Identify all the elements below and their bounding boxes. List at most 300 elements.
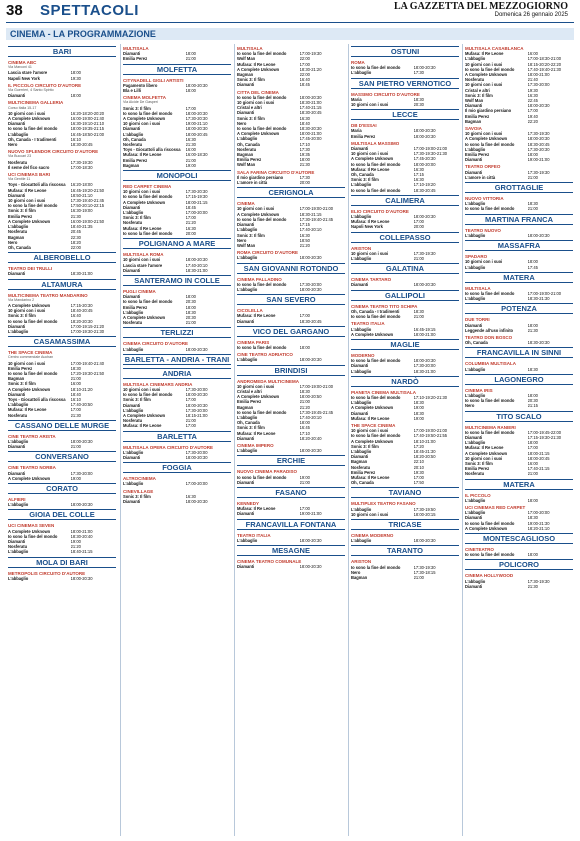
cinema-name: MULTISALA CASABLANCA xyxy=(465,46,524,51)
showtimes: 18:30-20:45 xyxy=(527,141,550,147)
cinema-name: CITTA DEL CINEMA xyxy=(237,89,279,95)
showtimes: 20:00 xyxy=(413,224,424,230)
film-title: Wolf Man xyxy=(465,98,484,104)
film-row xyxy=(6,165,118,170)
city-heading: TITO SCALO xyxy=(465,411,573,422)
cinema-name: COLUMBIA MULTISALA xyxy=(465,361,516,367)
film-title: Io sono la fine del mondo xyxy=(465,141,515,147)
film-title: L'abbaglio xyxy=(351,70,372,76)
showtimes: 18:00-20:45 xyxy=(527,455,550,461)
film-title: Io sono la fine del mondo xyxy=(123,392,173,398)
film-title: Diamanti xyxy=(351,363,369,369)
film-title: Io sono la fine del mondo xyxy=(237,281,287,287)
film-row xyxy=(121,88,233,93)
film-title: A Complete Unknown xyxy=(465,136,508,142)
showtimes: 18:00-20:30 xyxy=(299,255,322,261)
film-title: L'abbaglio xyxy=(465,366,486,372)
showtimes: 18:50 xyxy=(299,237,310,243)
showtimes: 16:30 xyxy=(299,232,310,238)
showtimes: 18:00-20:45 xyxy=(185,131,208,137)
film-title: Emilia Perez xyxy=(8,365,33,371)
cinema-name: CINEMA MODERNO xyxy=(351,532,394,538)
film-title: L'abbaglio xyxy=(465,56,486,62)
film-title: Oh, Canada xyxy=(351,480,374,486)
showtimes: 16:40 xyxy=(299,77,310,83)
film-title: Nosferatu xyxy=(8,159,28,165)
showtimes: 17:30-19:40-21:45 xyxy=(70,198,105,204)
showtimes: 18:45-21:30 xyxy=(413,448,436,454)
showtimes: 18:00-20:30 xyxy=(299,537,322,543)
listing-column xyxy=(348,44,461,836)
film-row xyxy=(6,93,118,98)
showtimes: 18:00-19:35-21:15 xyxy=(70,126,105,132)
cinema-name: TEATRO ORFEO xyxy=(465,164,501,170)
cinema-name: ARISTON xyxy=(351,245,372,251)
film-title: Diamanti xyxy=(237,564,255,570)
showtimes: 17:10-19:20-21:30 xyxy=(413,394,448,400)
showtimes: 17:15-20:30 xyxy=(70,302,93,308)
film-title: Diamanti xyxy=(237,511,255,517)
showtimes: 21:00 xyxy=(185,418,196,424)
film-title: L'abbaglio xyxy=(351,368,372,374)
city-heading: ERCHIE xyxy=(237,455,345,466)
film-title: Mufasa: Il Re Leone xyxy=(351,219,390,225)
showtimes: 18:00-20:30 xyxy=(527,103,550,109)
cinema-name: MULTICINEMA TEATRO MANDARINO xyxy=(8,292,88,298)
film-title: 10 giorni con i suoi xyxy=(237,206,275,212)
film-title: Oh, Canada xyxy=(351,172,374,178)
film-title: 10 giorni con i suoi xyxy=(465,455,503,461)
showtimes: 16:30-19:00 xyxy=(70,208,93,214)
film-title: Pagamento libero xyxy=(123,82,158,88)
showtimes: 18:00 xyxy=(185,51,196,57)
film-title: Emilia Perez xyxy=(465,113,490,119)
showtimes: 18:30-21:00 xyxy=(413,368,436,374)
showtimes: 17:00-19:00-21:00 xyxy=(299,383,334,389)
showtimes: 17:30-19:30 xyxy=(413,564,436,570)
film-row xyxy=(235,255,347,260)
showtimes: 18:45 xyxy=(185,204,196,210)
showtimes: 19:00-21:10 xyxy=(185,121,208,127)
showtimes: 18:00-21:00 xyxy=(70,528,93,534)
showtimes: 18:30 xyxy=(527,366,538,372)
film-row xyxy=(463,175,575,180)
film-title: Wolf Man xyxy=(237,56,256,62)
showtimes: 18:15-21:00 xyxy=(185,412,208,418)
film-title: Sonic 3: Il film xyxy=(8,208,36,214)
film-row xyxy=(121,231,233,236)
film-title: Bla e Lilli xyxy=(123,88,141,94)
film-title: 10 giorni con i suoi xyxy=(123,189,161,195)
film-title: Sonic 3: Il film xyxy=(237,425,265,431)
showtimes: 17:40-21:15 xyxy=(299,105,322,111)
film-title: Bagman xyxy=(351,575,368,580)
film-row xyxy=(349,575,461,580)
film-title: L'abbaglio xyxy=(351,256,372,262)
film-title: L'abbaglio xyxy=(351,538,372,544)
showtimes: 18:30 xyxy=(185,309,196,315)
film-row xyxy=(235,82,347,87)
cinema-name: CINEMA PALLADINO xyxy=(237,276,282,282)
showtimes: 16:20-18:00 xyxy=(70,182,93,188)
film-row xyxy=(6,576,118,581)
film-row xyxy=(463,119,575,124)
showtimes: 21:30 xyxy=(299,162,310,168)
film-title: Mufasa: Il Re Leone xyxy=(237,313,276,319)
showtimes: 17:00 xyxy=(299,313,310,319)
showtimes: 17:30-19:45-21:45 xyxy=(299,409,334,415)
film-title: Io sono la fine del mondo xyxy=(351,394,401,400)
showtimes: 18:30-20:30 xyxy=(299,126,322,132)
city-heading: FRANCAVILLA IN SINNI xyxy=(465,347,573,358)
film-title: Io sono la fine del mondo xyxy=(8,318,58,324)
showtimes: 17:00-19:15-21:20 xyxy=(70,323,105,329)
showtimes: 17:30-20:00 xyxy=(299,281,322,287)
city-heading: ALTAMURA xyxy=(8,279,116,290)
showtimes: 17:30-18:15 xyxy=(413,569,436,575)
showtimes: 18:00-20:30 xyxy=(527,136,550,142)
showtimes: 19:30 xyxy=(527,87,538,93)
showtimes: 18:00-20:30 xyxy=(185,82,208,88)
showtimes: 21:00 xyxy=(527,206,538,212)
showtimes: 18:00 xyxy=(527,392,538,398)
film-title: Sonic 3: Il film xyxy=(237,232,265,238)
listing-column xyxy=(120,44,233,836)
cinema-address: Via Guerrieri, 4 Santo Spirito xyxy=(8,88,54,93)
showtimes: 17:00-20:00 xyxy=(185,210,208,216)
film-title: Diamanti xyxy=(8,539,26,545)
film-row xyxy=(463,296,575,301)
showtimes: 16:20-18:20-20:20 xyxy=(70,110,105,116)
film-title: Io sono la fine del mondo xyxy=(123,299,173,305)
film-title: Io sono la fine del mondo xyxy=(123,230,173,236)
showtimes: 18:20-20:40 xyxy=(299,435,322,441)
showtimes: 18:00 xyxy=(527,322,538,328)
film-row xyxy=(235,538,347,543)
cinema-name: IL PICCOLO CIRCUITO D'AUTORE xyxy=(8,82,82,88)
showtimes: 18:00-20:30 xyxy=(299,357,322,363)
showtimes: 17:30-20:30 xyxy=(185,189,208,195)
showtimes: 17:50-20:10-22:15 xyxy=(70,203,105,209)
film-title: Cristal e altri xyxy=(237,388,262,394)
film-title: L'abbaglio xyxy=(351,506,372,512)
film-title: Emilia Perez xyxy=(351,133,376,139)
showtimes: 17:30 xyxy=(413,70,424,76)
city-heading: FRANCAVILLA FONTANA xyxy=(237,519,345,530)
film-row xyxy=(235,436,347,441)
film-row xyxy=(6,476,118,481)
film-row xyxy=(6,271,118,276)
city-heading: MAGLIE xyxy=(351,339,459,350)
showtimes: 21:00 xyxy=(413,314,424,320)
film-title: Sonic 3: Il film xyxy=(351,443,379,449)
showtimes: 18:00 xyxy=(70,70,81,76)
showtimes: 19:00 xyxy=(70,475,81,481)
showtimes: 17:00 xyxy=(527,445,538,451)
film-title: Napoli New York xyxy=(8,75,40,81)
city-heading: FOGGIA xyxy=(123,462,231,473)
cinema-name: TEATRO DON BOSCO xyxy=(465,334,513,340)
film-row xyxy=(349,332,461,337)
film-title: Diamanti xyxy=(465,169,483,175)
film-row xyxy=(235,180,347,185)
showtimes: 21:20 xyxy=(70,544,81,550)
film-title: A Complete Unknown xyxy=(237,211,280,217)
city-heading: MONOPOLI xyxy=(123,170,231,181)
film-title: Mufasa: Il Re Leone xyxy=(351,166,390,172)
film-title: L'amore in città xyxy=(237,180,268,186)
showtimes: 17:20 xyxy=(413,443,424,449)
showtimes: 18:30-21:00 xyxy=(70,271,93,277)
film-title: L'abbaglio xyxy=(237,414,258,420)
showtimes: 17:10 xyxy=(299,141,310,147)
film-row xyxy=(349,314,461,319)
film-title: Diamanti xyxy=(351,454,369,460)
film-title: Diamanti xyxy=(8,444,26,450)
film-title: 10 giorni con i suoi xyxy=(8,110,46,116)
film-title: L'abbaglio xyxy=(8,438,29,444)
showtimes: 17:00-19:40-21:40 xyxy=(70,360,105,366)
showtimes: 16:00 xyxy=(70,381,81,387)
cinema-name: IL PICCOLO xyxy=(465,492,491,498)
film-title: Nosferatu xyxy=(123,320,143,326)
film-title: L'abbaglio xyxy=(123,210,144,216)
film-row xyxy=(235,162,347,167)
showtimes: 18:00 xyxy=(299,344,310,350)
film-title: L'abbaglio xyxy=(8,131,29,137)
showtimes: 21:00 xyxy=(185,320,196,326)
showtimes: 17:00-19:00-21:00 xyxy=(413,428,448,434)
showtimes: 17:00-19:00-21:00 xyxy=(527,290,562,296)
showtimes: 17:30-19:30 xyxy=(527,169,550,175)
showtimes: 17:30-19:30 xyxy=(527,578,550,584)
showtimes: 18:00-21:00 xyxy=(413,331,436,337)
film-title: Io sono la fine del mondo xyxy=(237,474,287,480)
showtimes: 18:40 xyxy=(70,391,81,397)
showtimes: 21:30 xyxy=(70,412,81,418)
showtimes: 17:00 xyxy=(185,105,196,111)
film-title: Io sono la fine del mondo xyxy=(8,203,58,209)
showtimes: 22:00 xyxy=(299,56,310,62)
showtimes: 17:15 xyxy=(413,172,424,178)
film-title: L'abbaglio xyxy=(123,449,144,455)
film-row xyxy=(349,512,461,517)
showtimes: 17:30 xyxy=(299,174,310,180)
film-title: L'abbaglio xyxy=(351,326,372,332)
showtimes: 17:10-19:20 xyxy=(413,182,436,188)
showtimes: 17:00 xyxy=(299,506,310,512)
film-title: A Complete Unknown xyxy=(8,386,51,392)
film-title: Io sono la fine del mondo xyxy=(237,126,287,132)
cinema-name: ELIO CIRCUITO D'AUTORE xyxy=(351,208,409,214)
cinema-name: MULTISALA ROMA xyxy=(123,252,164,258)
film-title: Diamanti xyxy=(465,515,483,521)
film-title: 10 giorni con i suoi xyxy=(237,100,275,106)
showtimes: 18:20-20:50 xyxy=(413,454,436,460)
film-title: Diamanti xyxy=(123,51,141,57)
film-title: Emilia Perez xyxy=(237,399,262,405)
showtimes: 21:00 xyxy=(299,479,310,485)
showtimes: 17:30-19:30 xyxy=(70,159,93,165)
cinema-name: ANDROMEDA MULTICINEMA xyxy=(237,378,299,384)
showtimes: 16:00 xyxy=(527,460,538,466)
film-title: Io sono la fine del mondo xyxy=(351,187,401,193)
film-title: Io sono la fine del mondo xyxy=(8,533,58,539)
showtimes: 19:40 xyxy=(527,113,538,119)
city-heading: MATERA xyxy=(465,272,573,283)
cinema-address: Corso Italia 15-17 xyxy=(8,105,37,110)
film-title: Il mio giardino persiano xyxy=(237,174,284,180)
city-heading: MONTESCAGLIOSO xyxy=(465,533,573,544)
city-heading: CALIMERA xyxy=(351,195,459,206)
film-title: Sonic 3: Il film xyxy=(237,115,265,121)
film-title: A Complete Unknown xyxy=(8,475,51,481)
film-title: Mufasa: Il Re Leone xyxy=(351,415,390,421)
showtimes: 18:00-20:30 xyxy=(185,498,208,504)
showtimes: 18:00-20:30 xyxy=(185,126,208,132)
showtimes: 18:00-20:30 xyxy=(299,286,322,292)
cinema-name: CINE TEATRO ARISTA xyxy=(8,433,56,439)
film-title: Mufasa: Il Re Leone xyxy=(123,152,162,158)
cinema-name: CITYNADELL GIGLI ARTISTI xyxy=(123,77,184,83)
city-heading: MASSAFRA xyxy=(465,240,573,251)
film-title: Mufasa: Il Re Leone xyxy=(465,51,504,57)
showtimes: 17:00-19:00-21:00 xyxy=(413,146,448,152)
showtimes: 19:00-21:00 xyxy=(527,157,550,163)
showtimes: 22:20 xyxy=(527,118,538,124)
film-row xyxy=(463,265,575,270)
film-title: Nosferatu xyxy=(8,229,28,235)
film-title: L'abbaglio xyxy=(465,296,486,302)
film-row xyxy=(6,245,118,250)
film-title: Diamanti xyxy=(8,192,26,198)
film-title: A Complete Unknown xyxy=(237,131,280,137)
film-title: Bagman xyxy=(351,459,368,465)
showtimes: 18:30-20:45 xyxy=(299,318,322,324)
film-title: Sonic 3: Il film xyxy=(351,177,379,183)
cinema-name: RED CARPET CINEMA xyxy=(123,184,172,190)
showtimes: 17:40-20:10 xyxy=(299,414,322,420)
city-heading: OSTUNI xyxy=(351,46,459,57)
cinema-name: UCI CINEMAS SEVEN xyxy=(8,523,55,529)
showtimes: 19:00 xyxy=(413,405,424,411)
page-number: 38 xyxy=(6,2,23,19)
film-title: Diamanti xyxy=(123,454,141,460)
film-row xyxy=(463,367,575,372)
city-heading: GIOIA DEL COLLE xyxy=(8,509,116,520)
film-title: Wolf Man xyxy=(237,242,256,248)
film-title: A Complete Unknown xyxy=(351,156,394,162)
film-title: L'abbaglio xyxy=(8,549,29,555)
cinema-name: NUOVO SPLENDOR CIRCUITO D'AUTORE xyxy=(8,149,99,155)
film-title: 10 giorni con i suoi xyxy=(351,511,389,517)
film-title: L'abbaglio xyxy=(237,286,258,292)
cinema-name: SAVOIA xyxy=(465,126,482,132)
film-title: Oh, Canada - I tradimenti xyxy=(8,136,57,142)
film-title: Oh, Canada xyxy=(465,340,488,346)
film-title: A Complete Unknown xyxy=(8,116,51,122)
cinema-name: MULTISALA xyxy=(237,46,263,51)
film-row xyxy=(349,480,461,485)
showtimes: 16:00 xyxy=(527,51,538,57)
film-title: Toys - Giocattoli alla riscossa xyxy=(8,182,66,188)
cinema-name: ALTROCINEMA xyxy=(123,476,156,482)
showtimes: 21:00 xyxy=(70,444,81,450)
cinema-name: MULTISALA CINEMARS ANDRIA xyxy=(123,381,193,387)
showtimes: 17:40-19:50-21:55 xyxy=(413,433,448,439)
film-title: Nero xyxy=(237,237,247,243)
film-title: Sonic 3: Il film xyxy=(123,215,151,221)
film-title: Cristal e altri xyxy=(237,105,262,111)
film-row xyxy=(6,502,118,507)
listing-column xyxy=(462,44,575,836)
city-heading: ANDRIA xyxy=(123,368,231,379)
showtimes: 16:10 xyxy=(70,396,81,402)
showtimes: 18:30 xyxy=(413,308,424,314)
cinema-name: CINE TEATRO NORBA xyxy=(8,465,56,471)
showtimes: 18:00-20:30 xyxy=(70,502,93,508)
film-title: 10 giorni con i suoi xyxy=(8,308,46,314)
film-title: Io sono la fine del mondo xyxy=(465,520,515,526)
showtimes: 18:30 xyxy=(413,96,424,102)
film-row xyxy=(6,142,118,147)
city-heading: TERLIZZI xyxy=(123,327,231,338)
film-title: Sonic 3: Il film xyxy=(123,493,151,499)
showtimes: 18:15-20:20-22:20 xyxy=(527,61,562,67)
cinema-name: UCI CINEMAS RED CARPET xyxy=(465,504,526,510)
film-title: Mufasa: Il Re Leone xyxy=(8,187,47,193)
showtimes: 18:40-21:15 xyxy=(70,549,93,555)
film-title: Io sono la fine del mondo xyxy=(351,433,401,439)
film-row xyxy=(349,134,461,139)
film-title: Mufasa: Il Re Leone xyxy=(123,225,162,231)
city-heading: NARDÒ xyxy=(351,376,459,387)
cinema-name: DUE TORRI xyxy=(465,317,490,323)
cinema-address: Via Alcide De Gasperi xyxy=(123,100,158,105)
film-row xyxy=(349,538,461,543)
city-heading: POLIGNANO A MARE xyxy=(123,238,231,249)
showtimes: 18:00-21:00 xyxy=(299,131,322,137)
showtimes: 16:30 xyxy=(413,177,424,183)
showtimes: 16:10 xyxy=(70,136,81,142)
showtimes: 17:10 xyxy=(299,430,310,436)
showtimes: 18:00-20:30 xyxy=(413,358,436,364)
showtimes: 18:00-20:30 xyxy=(527,232,550,238)
film-title: Diamanti xyxy=(237,110,255,116)
cinema-name: MULTICINEMA RANIERI xyxy=(465,424,516,430)
film-title: A Complete Unknown xyxy=(8,218,51,224)
cinema-name: ROMA xyxy=(351,60,365,65)
film-title: Leggende all'uso infinito xyxy=(465,327,514,333)
film-title: L'abbaglio xyxy=(351,214,372,220)
city-heading: BARLETTA - ANDRIA - TRANI xyxy=(124,354,230,364)
film-title: Io sono la fine del mondo xyxy=(237,409,287,415)
showtimes: 17:40-20:10 xyxy=(299,227,322,233)
showtimes: 17:00-19:00-21:00 xyxy=(299,206,334,212)
film-row xyxy=(463,403,575,408)
cinema-name: MULTISALA MASSIMO xyxy=(351,140,400,146)
film-title: Mufasa: Il Re Leone xyxy=(8,407,47,413)
city-heading: BARI xyxy=(8,46,116,57)
film-title: A Complete Unknown xyxy=(237,394,280,400)
showtimes: 18:00-20:30 xyxy=(299,94,322,100)
film-row xyxy=(349,282,461,287)
showtimes: 17:30-20:30 xyxy=(527,146,550,152)
showtimes: 22:10 xyxy=(413,459,424,465)
film-title: Diamanti xyxy=(465,434,483,440)
film-title: Emilia Perez xyxy=(465,466,490,472)
cinema-address: Via Gentile 11 xyxy=(8,177,31,182)
